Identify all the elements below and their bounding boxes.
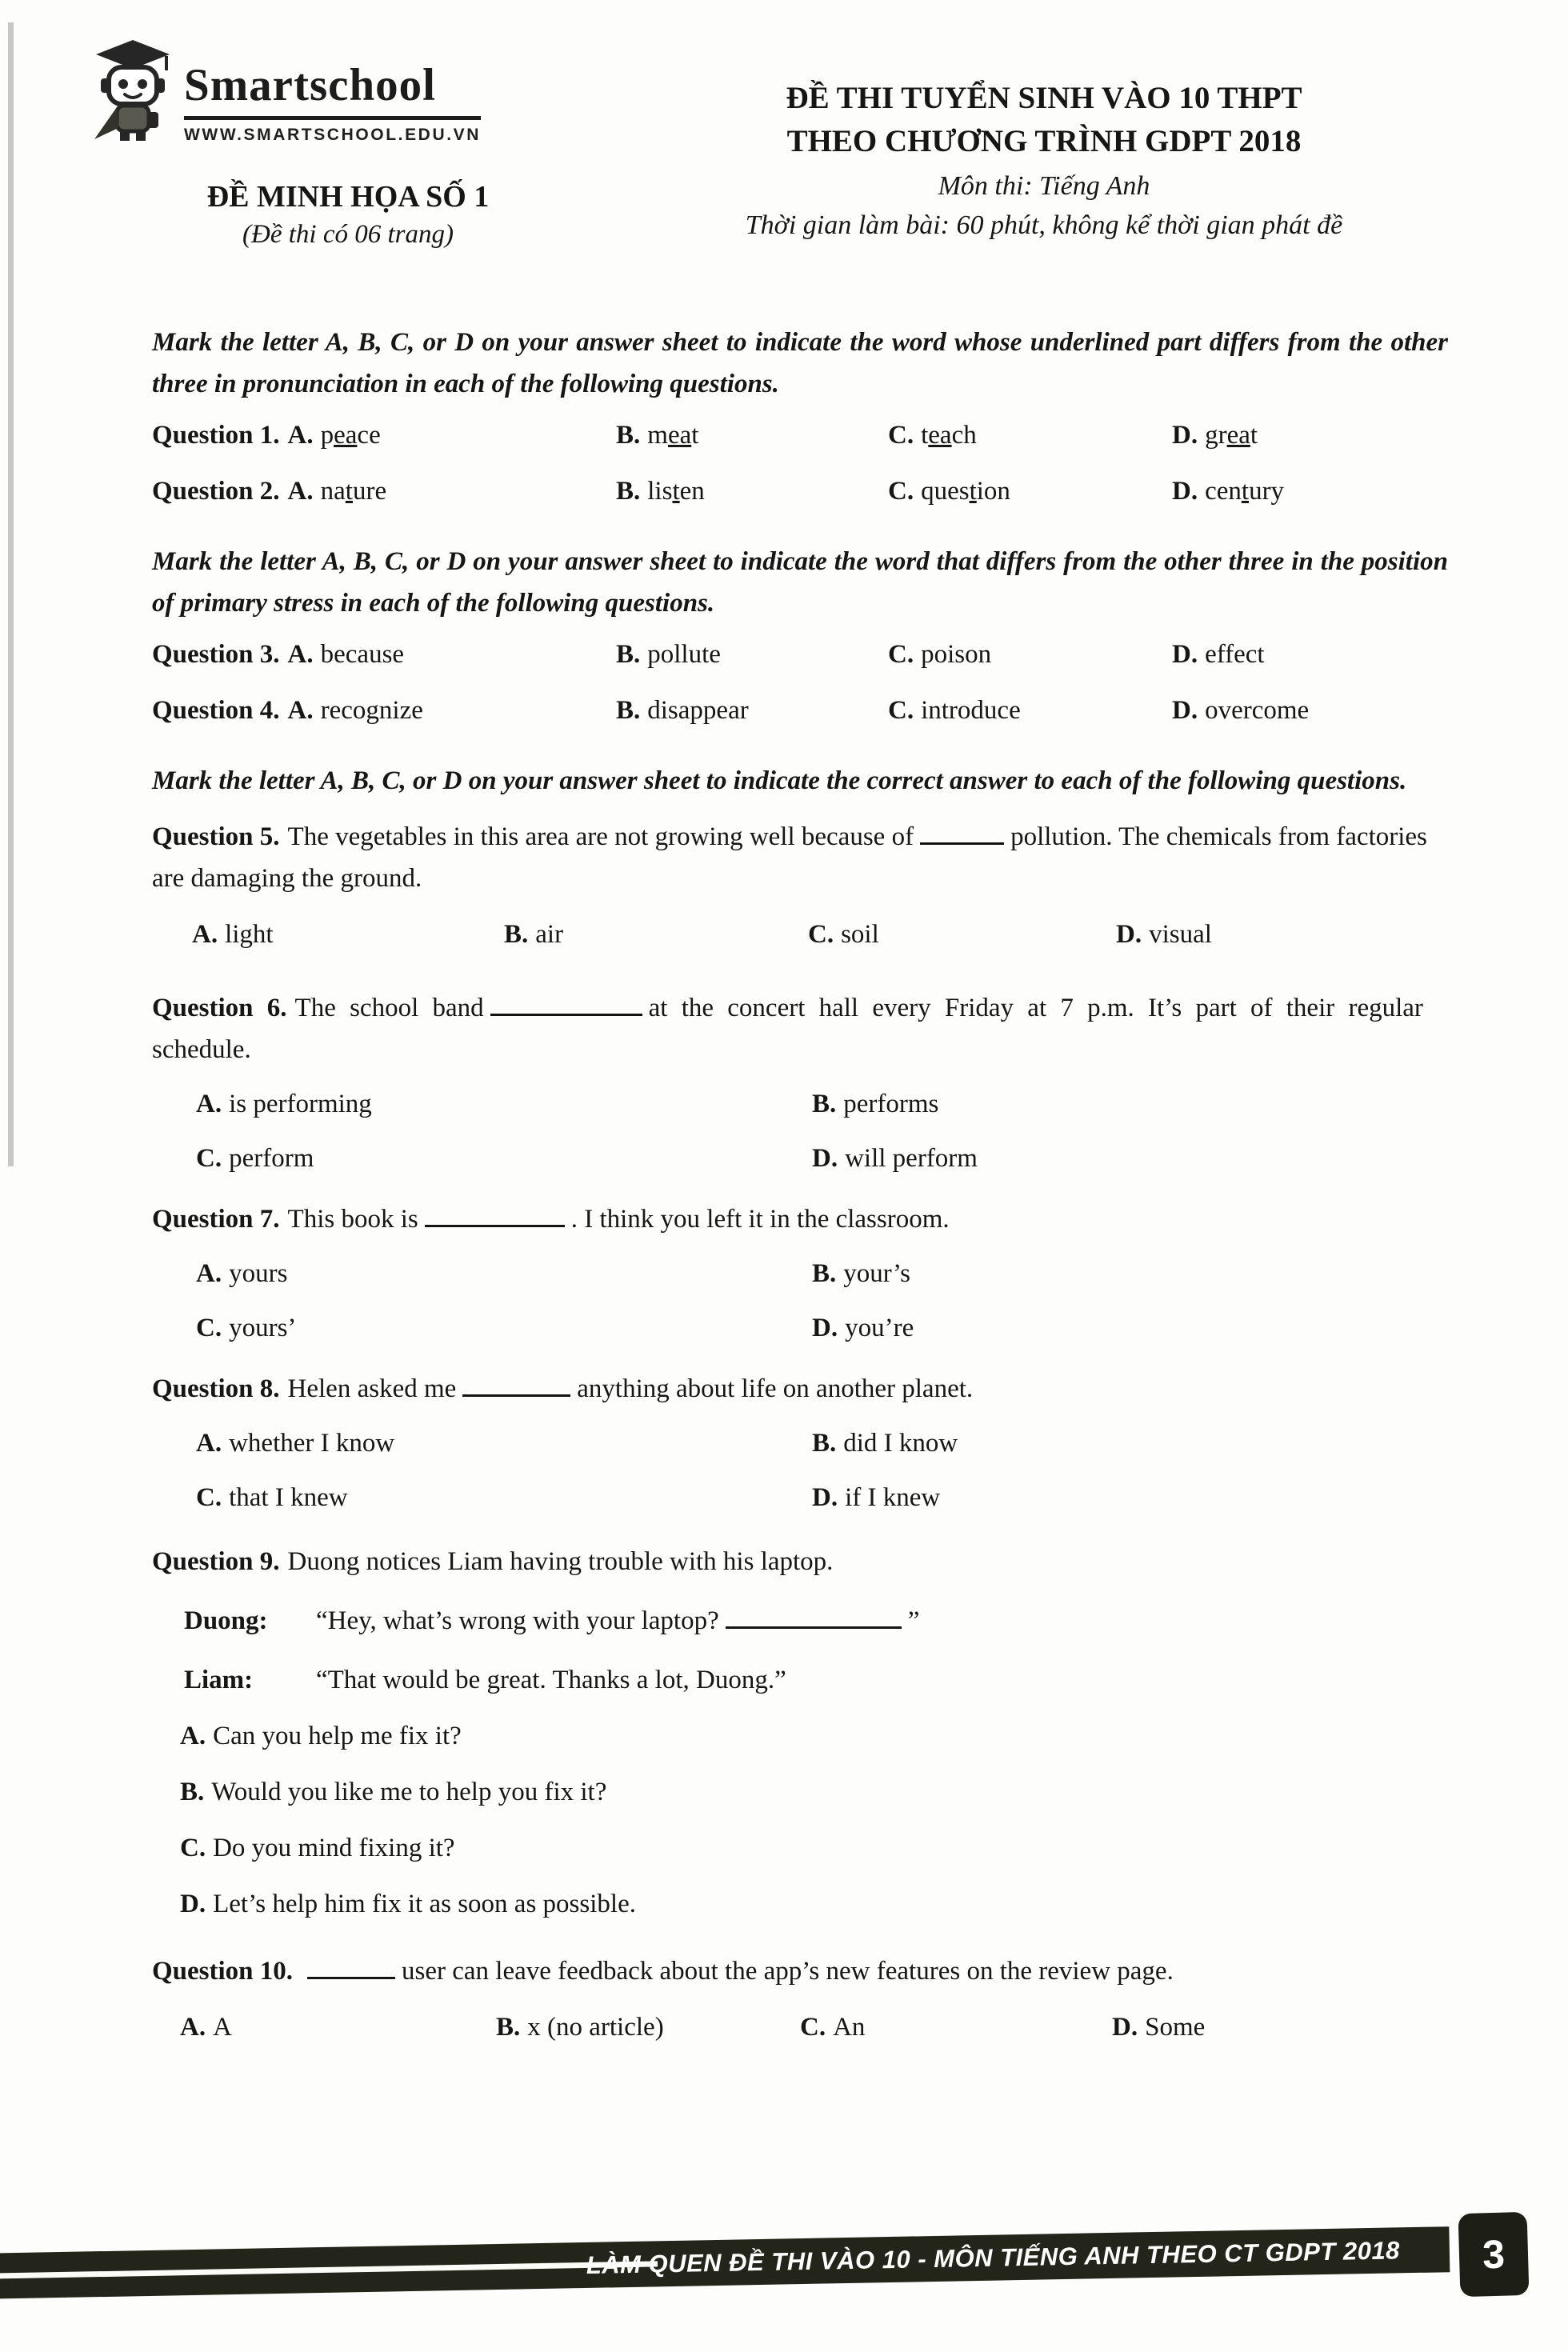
question-2 [152,470,1448,512]
question-10-option-b: B. x (no article) [496,2013,664,2042]
question-8-options-row2 [152,1477,1448,1518]
question-5-text-before: The vegetables in this area are not growing well because of [287,822,914,851]
question-5-option-c: C. soil [808,920,879,949]
question-4-label: Question 4. [152,696,280,725]
page-number: 3 [1482,2231,1506,2278]
question-7-option-c: C. yours’ [196,1314,297,1342]
question-7-options-row1 [152,1253,1448,1294]
question-6-options-row2 [152,1138,1448,1179]
question-4-option-b: B. disappear [616,696,749,725]
question-3-option-c: C. poison [888,640,992,669]
question-8-option-d: D. if I knew [812,1483,941,1512]
question-8-text-before: Helen asked me [287,1374,457,1403]
question-8-option-b: B. did I know [812,1429,958,1458]
speaker-duong: Duong: [184,1606,268,1635]
exam-code-block [120,178,576,253]
footer-ribbon-stripe [0,2261,658,2278]
question-7-option-d: D. you’re [812,1314,914,1342]
question-6-options-row1 [152,1083,1448,1125]
question-6-option-b: B. performs [812,1090,939,1118]
question-2-option-a: Question 2. A. nature [152,477,387,506]
question-8 [152,1368,1448,1410]
page-number-badge [1458,2212,1530,2297]
question-1-option-a: Question 1. A. peace [152,421,381,450]
instruction-correct-answer: Mark the letter A, B, C, or D on your answer sheet to indicate the correct answer to each of the following questions. [152,766,1407,795]
instruction-pronunciation: Mark the letter A, B, C, or D on your answer sheet to indicate the word whose underlined part differs from the other three in pronunciation in each of the following questions. [152,328,1448,398]
question-9-options [152,1715,1448,1925]
question-6-text-line2: part of their regular schedule. [152,994,1423,1064]
question-1-label: Question 1. [152,421,280,450]
question-9-text: Duong notices Liam having trouble with his laptop. [287,1547,834,1576]
logo-text [184,62,481,145]
question-7-option-a: A. yours [196,1259,288,1288]
question-9-option-d: D. Let’s help him fix it as soon as possible. [180,1890,636,1918]
question-5-label: Question 5. [152,822,280,851]
question-7-text-after: . I think you left it in the classroom. [570,1205,950,1234]
question-3-option-d: D. effect [1172,640,1265,669]
brand-url: WWW.SMARTSCHOOL.EDU.VN [184,126,482,144]
question-8-blank [462,1390,570,1397]
question-7-options-row2 [152,1307,1448,1349]
exam-duration: Thời gian làm bài: 60 phút, không kể thời gian phát đề [745,210,1343,240]
question-8-text-after: anything about life on another planet. [577,1374,974,1403]
question-3 [152,634,1448,675]
question-10-option-c: C. An [800,2013,866,2042]
question-3-option-b: B. pollute [616,640,721,669]
question-4-option-d: D. overcome [1172,696,1310,725]
question-1-option-b: B. meat [616,421,699,450]
exam-code-title: ĐỀ MINH HỌA SỐ 1 [206,180,490,214]
question-10-blank [307,1972,395,1979]
question-2-option-c: C. question [888,477,1010,506]
question-5-option-a: A. light [192,920,274,949]
question-10-option-a: A. A [180,2013,232,2042]
question-8-options-row1 [152,1422,1448,1464]
question-6-blank [490,1009,642,1016]
question-8-option-c: C. that I knew [196,1483,348,1512]
footer-ribbon [0,2226,1450,2299]
question-7-text-before: This book is [287,1205,418,1234]
question-2-option-d: D. century [1172,477,1285,506]
question-6-text-before: The school band [294,994,484,1022]
exam-title-line1: ĐỀ THI TUYỂN SINH VÀO 10 THPT [786,81,1302,115]
question-8-option-a: A. whether I know [196,1429,395,1458]
exam-subject: Môn thi: Tiếng Anh [938,171,1150,201]
liam-line: “That would be great. Thanks a lot, Duong.” [316,1666,786,1694]
question-4-option-c: C. introduce [888,696,1021,725]
exam-title-block [584,77,1504,245]
question-9-dialogue-duong [152,1600,1448,1642]
question-9-label: Question 9. [152,1547,280,1576]
footer-banner-text: LÀM QUEN ĐỀ THI VÀO 10 - MÔN TIẾNG ANH THEO CT GDPT 2018 [586,2236,1401,2279]
question-5-text-line2: The chemicals from factories are damaging the ground. [152,822,1427,893]
question-6-label: Question 6. [152,994,287,1022]
smartschool-logo [90,38,481,145]
exam-body [152,322,1448,2048]
question-5-blank [920,838,1004,845]
question-3-option-a: Question 3. A. because [152,640,405,669]
exam-pages-note: (Đề thi có 06 trang) [242,220,454,250]
brand-name: Smartschool [184,62,481,120]
question-6-option-d: D. will perform [812,1144,978,1173]
question-2-label: Question 2. [152,477,280,506]
question-6 [152,987,1448,1070]
question-4 [152,690,1448,731]
question-6-text-after: at the concert hall every Friday at 7 p.m. It’s [648,994,1182,1022]
question-10-options [152,2006,1448,2048]
question-2-option-b: B. listen [616,477,705,506]
duong-line: “Hey, what’s wrong with your laptop? ” [316,1606,920,1635]
question-7-option-b: B. your’s [812,1259,910,1288]
question-5-option-d: D. visual [1116,920,1212,949]
robot-graduate-icon [90,38,176,142]
question-7-label: Question 7. [152,1205,280,1234]
question-9-option-b: B. Would you like me to help you fix it? [180,1778,607,1806]
question-10-text-after: user can leave feedback about the app’s new features on the review page. [402,1957,1174,1986]
question-7 [152,1198,1448,1240]
question-10-label: Question 10. [152,1957,294,1986]
question-6-option-c: C. perform [196,1144,314,1173]
speaker-liam: Liam: [184,1666,254,1694]
question-7-blank [425,1220,565,1227]
scan-artifact-line [8,22,14,1166]
exam-title-line2: THEO CHƯƠNG TRÌNH GDPT 2018 [786,124,1302,158]
question-9-blank [726,1622,902,1629]
question-5-option-b: B. air [504,920,564,949]
question-9-option-a: A. Can you help me fix it? [180,1722,462,1750]
question-6-option-a: A. is performing [196,1090,372,1118]
question-9 [152,1541,1448,1582]
question-9-dialogue-liam [152,1659,1448,1701]
question-5 [152,816,1448,899]
question-1-option-c: C. teach [888,421,977,450]
question-4-option-a: Question 4. A. recognize [152,696,423,725]
question-3-label: Question 3. [152,640,280,669]
question-5-options [152,914,1448,955]
question-1-option-d: D. great [1172,421,1258,450]
question-9-option-c: C. Do you mind fixing it? [180,1834,455,1862]
question-8-label: Question 8. [152,1374,280,1403]
instruction-stress: Mark the letter A, B, C, or D on your answer sheet to indicate the word that differs from the other three in the position of primary stress in each of the following questions. [152,547,1448,618]
question-1 [152,414,1448,456]
question-5-text-after: pollution. [1010,822,1113,851]
question-10-option-d: D. Some [1112,2013,1206,2042]
question-10 [152,1950,1448,1992]
